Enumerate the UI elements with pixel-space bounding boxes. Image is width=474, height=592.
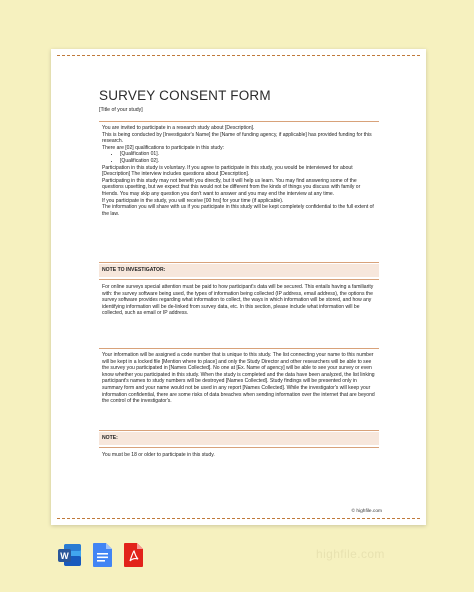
confidentiality-section: [102, 352, 378, 405]
divider: [99, 121, 379, 122]
divider: [99, 279, 379, 280]
divider: [99, 262, 379, 263]
paragraph: If you participate in the study, you will receive [00 hrs] for your time (if applicable).: [102, 197, 284, 204]
svg-text:W: W: [60, 551, 69, 561]
top-dashed-border: [57, 55, 420, 56]
paragraph: You are invited to participate in a research study about [Description].: [102, 125, 255, 131]
divider: [99, 447, 379, 448]
paragraph: This is being conducted by [Investigator's Name] the [Name of funding agency, if applicable] has provided funding for this research.: [102, 131, 372, 145]
paragraph: Your information will be assigned a code number that is unique to this study. The list connecting your name to this number will be kept in a locked file [Mention where to place] and only the Study Director and other researchers will be able to see the survey you participated in [Names Collected]. No one at [Ex. Name of agency] will be able to see your survey or even know whether you participated in this study. When the study is completed and the data have been analyzed, the list linking participant's names to study numbers will be destroyed [Names Collected]. Study findings will be presented only in summary form and your name would not be used in any report [Names Collected]. While the investigator's will keep your information confidential, there are some risks of data breaches when sending information over the internet that are beyond the control of the investigator's.: [102, 352, 375, 405]
divider: [99, 430, 379, 431]
google-docs-icon[interactable]: [92, 542, 114, 573]
word-icon[interactable]: [57, 542, 83, 573]
data-security-section: [102, 284, 378, 317]
pdf-icon[interactable]: [122, 542, 146, 573]
copyright-text: © highfile.com: [351, 509, 382, 514]
list-item: • [Qualification 02].: [120, 158, 378, 165]
study-title-placeholder: [Title of your study]: [99, 107, 143, 113]
paragraph: Participation in this study is voluntary. If you agree to participate in this study, you would be interviewed for about [Description] The interview includes questions about [Description].: [102, 164, 353, 178]
brand-watermark: highfile.com: [316, 547, 385, 561]
paragraph: There are [02] qualifications to participate in this study:: [102, 144, 225, 151]
note-heading: NOTE:: [99, 432, 379, 445]
document-page: [51, 49, 426, 525]
paragraph: You must be 18 or older to participate in this study.: [102, 452, 215, 458]
list-item: • [Qualification 01].: [120, 151, 378, 158]
note-to-investigator-heading: NOTE TO INVESTIGATOR:: [99, 264, 379, 277]
consent-intro-section: [102, 125, 378, 217]
paragraph: The information you will share with us if you participate in this study will be kept completely confidential to the full extent of the law.: [102, 204, 374, 217]
paragraph: For online surveys special attention must be paid to how participant's data will be secured. This entails having a familiarity with: the survey software being used, the types of information being collected (IP address, email address), the options the survey software provides regarding what information to collect, the ways in which information will be stored, and how any identifying information will be de-linked from survey data, etc. In this section, please include what information will be collected, such as email or IP address.: [102, 284, 374, 317]
page-title: SURVEY CONSENT FORM: [99, 88, 271, 103]
age-requirement-section: [102, 452, 378, 459]
paragraph: Participating in this study may not benefit you directly, but it will help us learn. You may find answering some of the questions upsetting, but we expect that this would not be different from the kinds of things you discuss with family or friends. You may skip any question you don't want to answer and you may end the interview at any time.: [102, 177, 361, 197]
divider: [99, 348, 379, 349]
bottom-dashed-border: [57, 518, 420, 519]
qualification-list: [102, 151, 378, 164]
